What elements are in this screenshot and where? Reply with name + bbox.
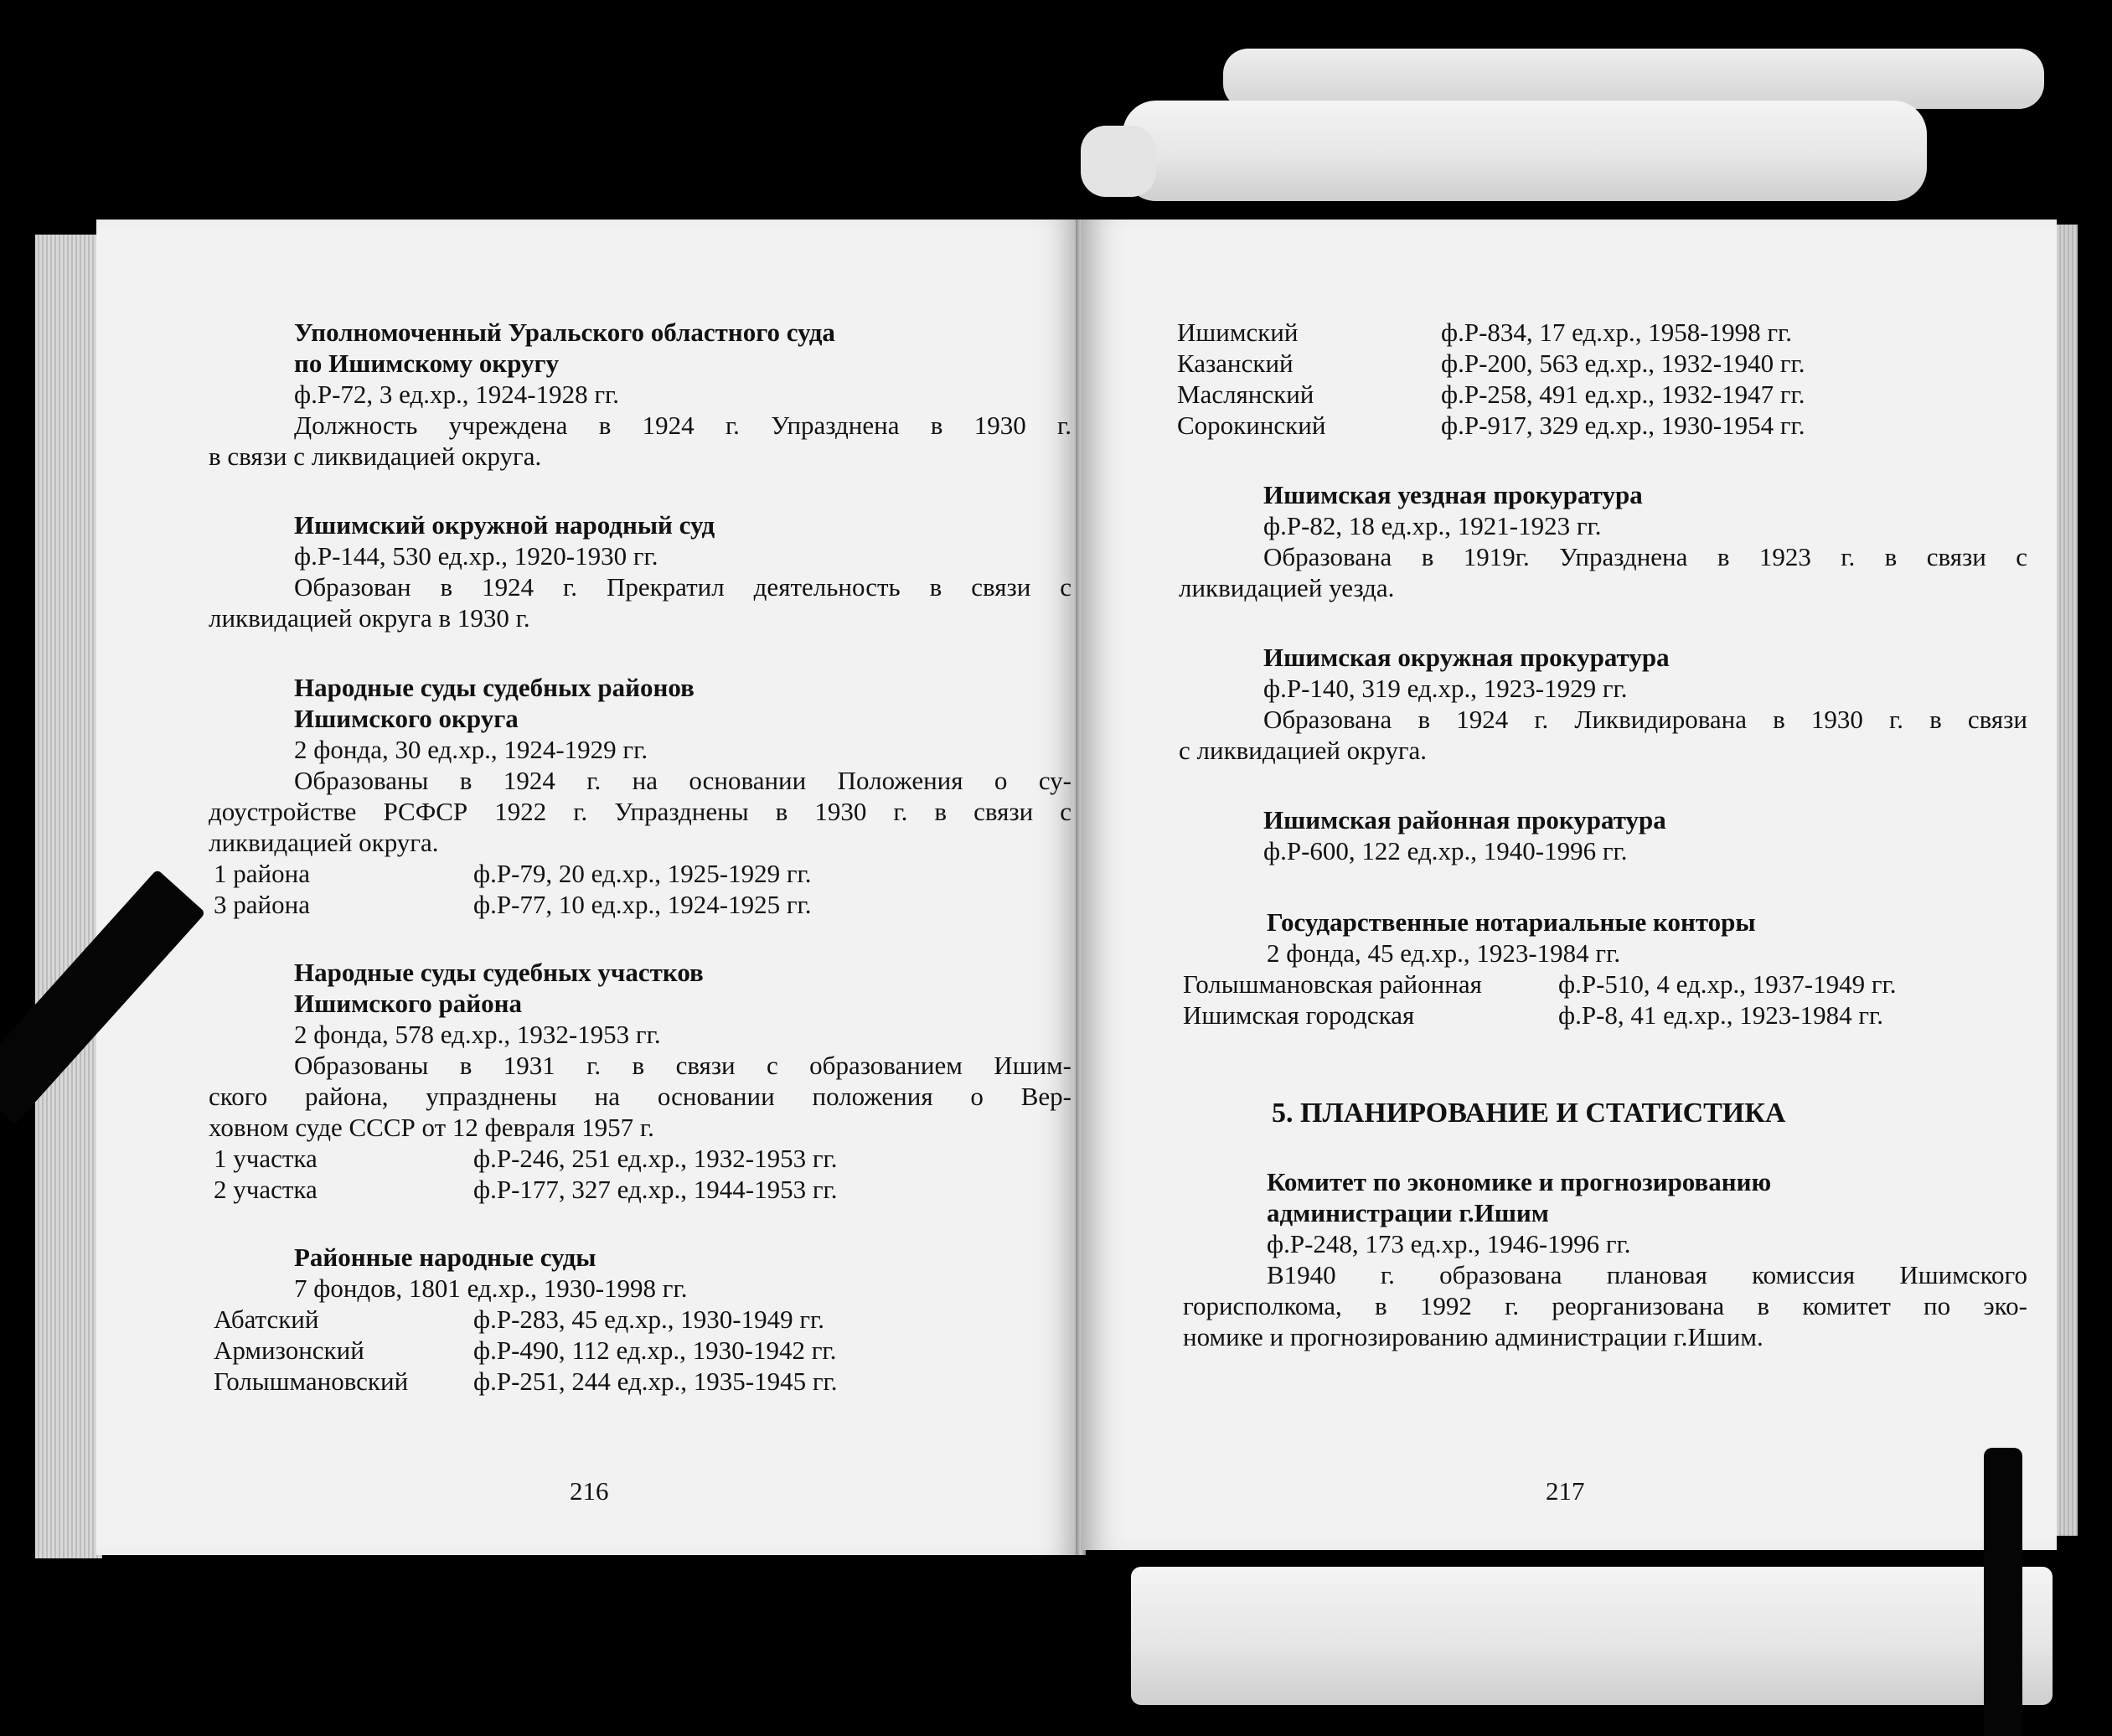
r-s5-text-3: номике и прогнозированию администрации г.Ишим. [1183,1322,1763,1351]
s4-title-2: Ишимского района [294,989,522,1018]
s4-text-2: ского района, упразднены на основании положения о Вер- [209,1082,1071,1111]
book-edge-left [35,235,102,1558]
foam-weight-top [1123,101,1927,201]
s1-title-2: по Ишимскому округу [294,349,560,378]
r-s1-fond: ф.Р-82, 18 ед.хр., 1921-1923 гг. [1263,511,1602,540]
s3-row-name: 3 района [214,890,310,919]
s3-text-3: ликвидацией округа. [209,828,439,857]
s3-title-1: Народные суды судебных районов [294,673,695,702]
s3-text-2: доустройстве РСФСР 1922 г. Упразднены в 1930 г. в связи с [209,797,1071,826]
s4-row-fond: ф.Р-177, 327 ед.хр., 1944-1953 гг. [473,1175,838,1204]
s3-text-1: Образованы в 1924 г. на основании Положения о су- [294,766,1071,795]
r-s1-text-1: Образована в 1919г. Упразднена в 1923 г. в связи с [1263,542,2027,571]
r-s2-title-1: Ишимская окружная прокуратура [1263,643,1670,672]
r-s2-text-1: Образована в 1924 г. Ликвидирована в 1930 г. в связи [1263,705,2027,734]
r-s2-text-2: с ликвидацией округа. [1179,736,1428,765]
s2-title-1: Ишимский окружной народный суд [294,510,715,540]
r-s5-text-1: В1940 г. образована плановая комиссия Ишимского [1267,1260,2027,1289]
s1-title-1: Уполномоченный Уральского областного суда [294,318,835,347]
s5-title-1: Районные народные суды [294,1243,596,1272]
s5-row-fond: ф.Р-251, 244 ед.хр., 1935-1945 гг. [473,1367,838,1396]
r-s4-row-name: Голышмановская районная [1183,969,1482,999]
r-s5-title-2: администрации г.Ишим [1267,1198,1549,1227]
r-s4-row-name: Ишимская городская [1183,1000,1415,1030]
holding-strap-right [1984,1448,2022,1736]
page-number: 217 [1546,1476,1585,1506]
r-s1-title-1: Ишимская уездная прокуратура [1263,480,1643,509]
s1-fond: ф.Р-72, 3 ед.хр., 1924-1928 гг. [294,380,620,409]
s4-row-name: 2 участка [214,1175,318,1204]
r-s3-title-1: Ишимская районная прокуратура [1263,805,1666,834]
s4-row-name: 1 участка [214,1144,318,1173]
foam-weight-cap [1081,126,1156,197]
s2-text-2: ликвидацией округа в 1930 г. [209,603,530,633]
s3-title-2: Ишимского округа [294,704,519,733]
page-left [96,220,1081,1555]
s4-text-1: Образованы в 1931 г. в связи с образованием Ишим- [294,1051,1071,1080]
top-row-name: Сорокинский [1177,411,1326,440]
s1-text-1: Должность учреждена в 1924 г. Упразднена в 1930 г. [294,411,1071,440]
s5-row-fond: ф.Р-490, 112 ед.хр., 1930-1942 гг. [473,1336,837,1365]
s5-fond: 7 фондов, 1801 ед.хр., 1930-1998 гг. [294,1274,688,1303]
s2-text-1: Образован в 1924 г. Прекратил деятельность в связи с [294,572,1071,602]
top-row-name: Ишимский [1177,318,1299,347]
page-number: 216 [570,1476,609,1506]
s1-text-2: в связи с ликвидацией округа. [209,442,542,471]
r-s3-fond: ф.Р-600, 122 ед.хр., 1940-1996 гг. [1263,836,1628,865]
s3-fond: 2 фонда, 30 ед.хр., 1924-1929 гг. [294,735,648,764]
top-row-fond: ф.Р-834, 17 ед.хр., 1958-1998 гг. [1441,318,1793,347]
r-s4-fond: 2 фонда, 45 ед.хр., 1923-1984 гг. [1267,938,1621,968]
s5-row-name: Голышмановский [214,1367,409,1396]
r-s5-fond: ф.Р-248, 173 ед.хр., 1946-1996 гг. [1267,1229,1631,1258]
s3-row-name: 1 района [214,859,310,888]
r-s2-fond: ф.Р-140, 319 ед.хр., 1923-1929 гг. [1263,674,1628,703]
r-s4-title-1: Государственные нотариальные конторы [1267,907,1756,937]
top-row-name: Маслянский [1177,380,1314,409]
s5-row-name: Армизонский [214,1336,364,1365]
page-right [1081,220,2057,1550]
s4-title-1: Народные суды судебных участков [294,958,704,987]
r-s4-row-fond: ф.Р-8, 41 ед.хр., 1923-1984 гг. [1558,1000,1884,1030]
r-s5-title-1: Комитет по экономике и прогнозированию [1267,1167,1772,1196]
s3-row-fond: ф.Р-79, 20 ед.хр., 1925-1929 гг. [473,859,812,888]
top-row-fond: ф.Р-200, 563 ед.хр., 1932-1940 гг. [1441,349,1805,378]
s5-row-name: Абатский [214,1305,319,1334]
top-row-fond: ф.Р-258, 491 ед.хр., 1932-1947 гг. [1441,380,1805,409]
s4-fond: 2 фонда, 578 ед.хр., 1932-1953 гг. [294,1020,661,1049]
r-s4-row-fond: ф.Р-510, 4 ед.хр., 1937-1949 гг. [1558,969,1897,999]
s4-text-3: ховном суде СССР от 12 февраля 1957 г. [209,1113,654,1142]
r-s1-text-2: ликвидацией уезда. [1179,573,1395,602]
s3-row-fond: ф.Р-77, 10 ед.хр., 1924-1925 гг. [473,890,812,919]
foam-weight-bottom [1131,1567,2053,1705]
s2-fond: ф.Р-144, 530 ед.хр., 1920-1930 гг. [294,541,658,571]
top-row-fond: ф.Р-917, 329 ед.хр., 1930-1954 гг. [1441,411,1805,440]
r-s5-text-2: горисполкома, в 1992 г. реорганизована в комитет по эко- [1183,1291,2027,1320]
section-heading: 5. ПЛАНИРОВАНИЕ И СТАТИСТИКА [1272,1098,1786,1129]
s5-row-fond: ф.Р-283, 45 ед.хр., 1930-1949 гг. [473,1305,825,1334]
top-row-name: Казанский [1177,349,1294,378]
s4-row-fond: ф.Р-246, 251 ед.хр., 1932-1953 гг. [473,1144,838,1173]
